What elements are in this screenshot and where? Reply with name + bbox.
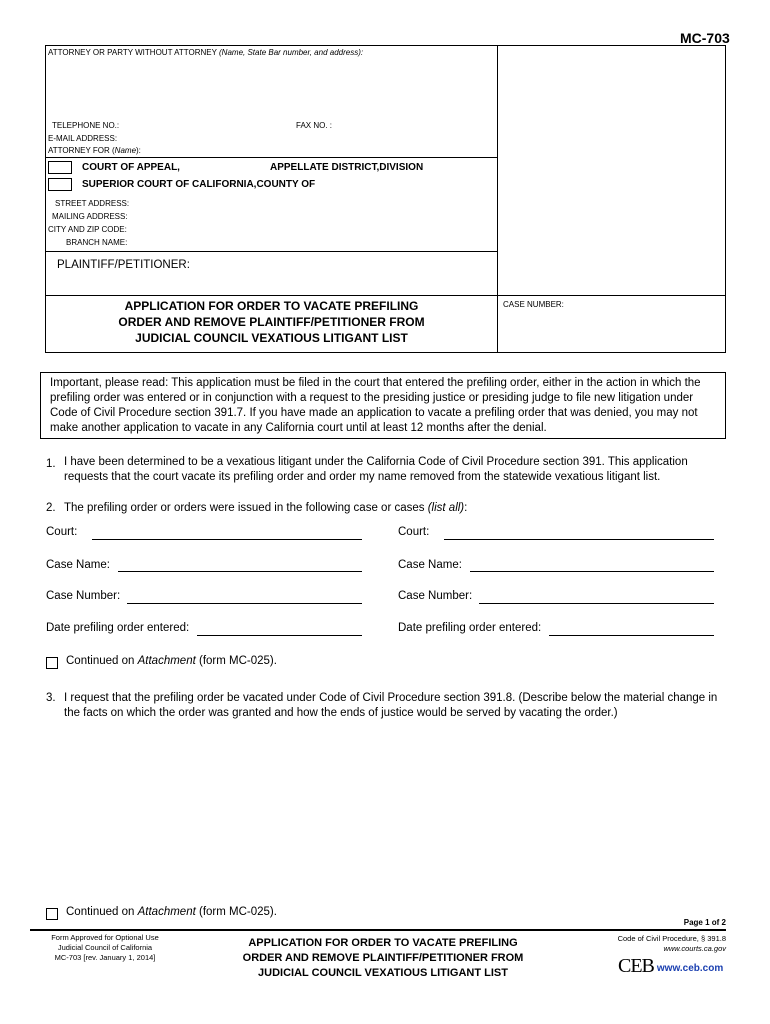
footer-title-line2: ORDER AND REMOVE PLAINTIFF/PETITIONER FROM: [242, 952, 524, 964]
ceb-logo: CEB: [618, 955, 654, 977]
item2-hint: (list all): [427, 502, 465, 514]
form-number: MC-703: [680, 30, 730, 46]
approved-line1: Form Approved for Optional Use: [51, 933, 159, 942]
mailing-address-label: MAILING ADDRESS:: [52, 212, 128, 221]
footer-title-line3: JUDICIAL COUNCIL VEXATIOUS LITIGANT LIST: [258, 967, 508, 979]
item2-number: 2.: [46, 502, 56, 514]
right-case-number-input[interactable]: [479, 603, 714, 604]
email-label: E-MAIL ADDRESS:: [48, 134, 118, 143]
city-zip-field[interactable]: [128, 223, 490, 234]
item2-colon: :: [464, 502, 468, 514]
attorney-for-label: [48, 146, 141, 155]
ceb-branding: [618, 954, 723, 976]
left-case-name-label: Case Name:: [46, 559, 110, 571]
form-title-line2: ORDER AND REMOVE PLAINTIFF/PETITIONER FROM: [118, 315, 425, 329]
item1-line1: I have been determined to be a vexatious litigant under the California Code of Civil Procedure section 391. This application: [64, 456, 688, 468]
right-date-label: Date prefiling order entered:: [398, 622, 542, 634]
mailing-address-field[interactable]: [128, 210, 490, 221]
court-of-appeal-checkbox[interactable]: [48, 161, 72, 174]
item2-text: [64, 502, 467, 514]
attorney-for-text: ATTORNEY FOR (: [48, 146, 115, 155]
left-date-input[interactable]: [197, 635, 362, 636]
form-title: [45, 298, 498, 346]
left-case-number-label: Case Number:: [46, 590, 121, 602]
approved-line2: Judicial Council of California: [57, 943, 153, 952]
case-number-field[interactable]: [503, 312, 721, 348]
notice-line4: make another application to vacate in any California court until at least 12 months after the denial.: [50, 422, 547, 434]
item3-line1: I request that the prefiling order be vacated under Code of Civil Procedure section 391.8. (Describe below the material change in: [64, 692, 718, 704]
code-reference: [560, 934, 726, 954]
attorney-for-close: ):: [136, 146, 141, 155]
ceb-link[interactable]: www.ceb.com: [656, 963, 724, 974]
division-field[interactable]: [428, 160, 493, 173]
attorney-header-hint: (Name, State Bar number, and address):: [219, 48, 364, 57]
item3-text: [64, 691, 724, 721]
notice-line2: prefiling order was entered or in conjunction with a request to the presiding justice or presiding judge to file new litigation under: [50, 392, 694, 404]
appellate-district-label: APPELLATE DISTRICT,DIVISION: [270, 162, 424, 173]
court-of-appeal-label: COURT OF APPEAL,: [82, 162, 180, 173]
continued2-suffix: (form MC-025).: [195, 906, 277, 918]
continued-attachment-label-1: [66, 655, 277, 667]
form-title-line3: JUDICIAL COUNCIL VEXATIOUS LITIGANT LIST: [135, 331, 408, 345]
city-zip-label: CITY AND ZIP CODE:: [48, 225, 127, 234]
continued2-attachment: Attachment: [137, 906, 196, 918]
telephone-label: TELEPHONE NO.:: [52, 121, 120, 130]
continued-attachment-label-2: [66, 906, 277, 918]
plaintiff-divider: [45, 251, 498, 252]
left-court-label: Court:: [46, 526, 78, 538]
left-case-name-input[interactable]: [118, 571, 362, 572]
item3-number: 3.: [46, 692, 56, 704]
item1-number: 1.: [46, 458, 56, 470]
left-date-label: Date prefiling order entered:: [46, 622, 190, 634]
page-number: Page 1 of 2: [683, 918, 726, 927]
notice-text: [50, 376, 722, 436]
item2-text-main: The prefiling order or orders were issued in the following case or cases: [64, 502, 425, 514]
right-court-label: Court:: [398, 526, 430, 538]
left-court-input[interactable]: [92, 539, 362, 540]
court-divider: [45, 157, 498, 158]
left-case-number-input[interactable]: [127, 603, 362, 604]
county-field[interactable]: [320, 177, 490, 190]
plaintiff-field[interactable]: [190, 256, 490, 272]
branch-name-field[interactable]: [128, 236, 490, 247]
continued-attachment-checkbox-1[interactable]: [46, 657, 58, 669]
item3-line2: the facts on which the order was granted and how the ends of justice would be served by vacating the order.): [64, 707, 618, 719]
approved-line3: MC-703 [rev. January 1, 2014]: [54, 953, 156, 962]
footer-title: [208, 936, 558, 981]
case-number-label: CASE NUMBER:: [503, 300, 564, 309]
notice-line1: Important, please read: This application must be filed in the court that entered the prefiling order, either in the action in which the: [50, 377, 701, 389]
continued1-prefix: Continued on: [66, 655, 138, 667]
attorney-name-address-field[interactable]: [48, 60, 493, 116]
right-date-input[interactable]: [549, 635, 714, 636]
notice-line3: Code of Civil Procedure section 391.7. If you have made an application to vacate a prefiling order that was denied, you may not: [50, 407, 698, 419]
title-divider: [45, 295, 726, 296]
footer-rule: [30, 929, 726, 931]
appellate-district-field[interactable]: [190, 160, 265, 173]
branch-name-label: BRANCH NAME:: [66, 238, 128, 247]
email-field[interactable]: [118, 132, 488, 143]
attorney-for-hint: Name: [114, 146, 137, 155]
continued1-suffix: (form MC-025).: [195, 655, 277, 667]
right-case-name-input[interactable]: [470, 571, 714, 572]
fax-field[interactable]: [336, 119, 491, 130]
fax-label: FAX NO. :: [296, 121, 333, 130]
right-case-number-label: Case Number:: [398, 590, 473, 602]
form-title-line1: APPLICATION FOR ORDER TO VACATE PREFILING: [124, 299, 419, 313]
right-court-input[interactable]: [444, 539, 714, 540]
code-section: Code of Civil Procedure, § 391.8: [617, 934, 726, 943]
plaintiff-label: PLAINTIFF/PETITIONER:: [57, 259, 190, 271]
attorney-header: [48, 48, 363, 57]
continued2-prefix: Continued on: [66, 906, 138, 918]
form-approval: [30, 933, 180, 963]
superior-court-label: SUPERIOR COURT OF CALIFORNIA,COUNTY OF: [82, 179, 316, 190]
item3-description-field[interactable]: [64, 726, 724, 896]
street-address-field[interactable]: [128, 197, 490, 208]
item1-text: [64, 455, 724, 485]
telephone-field[interactable]: [118, 119, 278, 130]
courts-website-link[interactable]: www.courts.ca.gov: [663, 944, 726, 953]
street-address-label: STREET ADDRESS:: [55, 199, 130, 208]
continued1-attachment: Attachment: [137, 655, 196, 667]
continued-attachment-checkbox-2[interactable]: [46, 908, 58, 920]
right-case-name-label: Case Name:: [398, 559, 462, 571]
item1-line2: requests that the court vacate its prefiling order and order my name removed from the statewide vexatious litigant list.: [64, 471, 661, 483]
attorney-header-label: ATTORNEY OR PARTY WITHOUT ATTORNEY: [48, 48, 217, 57]
superior-court-checkbox[interactable]: [48, 178, 72, 191]
footer-title-line1: APPLICATION FOR ORDER TO VACATE PREFILING: [248, 937, 518, 949]
attorney-for-field[interactable]: [140, 144, 490, 155]
